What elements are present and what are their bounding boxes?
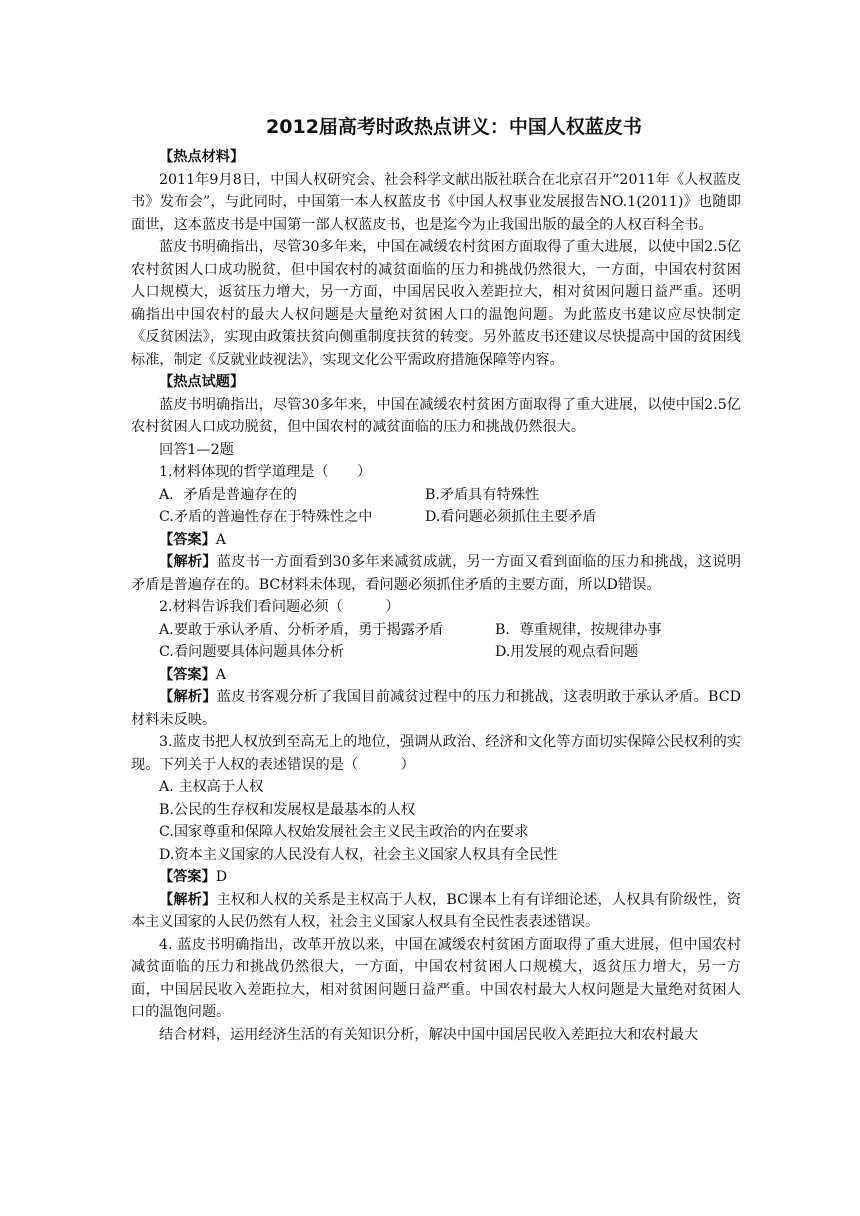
option-a: A. 主权高于人权: [159, 779, 264, 795]
question-2-analysis: 【解析】蓝皮书客观分析了我国目前减贫过程中的压力和挑战，这表明敢于承认矛盾。BCD材料未反映。: [131, 689, 741, 728]
question-1-options-cd: [131, 506, 741, 529]
question-1-analysis: 【解析】蓝皮书一方面看到30多年来减贫成就，另一方面又看到面临的压力和挑战，这说明矛盾是普遍存在的。BC材料未体现，看问题必须抓住矛盾的主要方面，所以D错误。: [131, 554, 741, 593]
option-b: B．尊重规律，按规律办事: [495, 621, 662, 638]
question-2-options-ab: [131, 619, 741, 642]
question-1-answer: 【答案】A: [159, 531, 227, 548]
option-a: A．矛盾是普遍存在的: [159, 486, 297, 503]
question-2-options-cd: [131, 641, 741, 664]
material-paragraph: 2011年9月8日，中国人权研究会、社会科学文献出版社联合在北京召开“2011年《人权蓝皮书》发布会”，与此同时，中国第一本人权蓝皮书《中国人权事业发展报告NO.1(2011)》也随即面世，这本蓝皮书是中国第一部人权蓝皮书，也是迄今为止我国出版的最全的人权百科全书。: [131, 171, 741, 233]
document-body: [131, 112, 741, 1046]
section-heading-material: 【热点材料】: [159, 149, 245, 165]
question-3-answer: 【答案】D: [159, 869, 228, 885]
material-paragraph: 蓝皮书明确指出，尽管30多年来，中国在减缓农村贫困方面取得了重大进展，以使中国2.5亿农村贫困人口成功脱贫，但中国农村的减贫面临的压力和挑战仍然很大，一方面，中国农村贫困人口规模大，返贫压力增大，另一方面，中国居民收入差距拉大，相对贫困问题日益严重。还明确指出中国农村的最大人权问题是大量绝对贫困人口的温饱问题。为此蓝皮书建议应尽快制定《反贫困法》，实现由政策扶贫向侧重制度扶贫的转变。另外蓝皮书还建议尽快提高中国的贫困线标准，制定《反就业歧视法》，实现文化公平需政府措施保障等内容。: [131, 239, 741, 368]
option-d: D.用发展的观点看问题: [495, 644, 639, 660]
option-a: A.要敢于承认矛盾、分析矛盾，勇于揭露矛盾: [159, 621, 444, 638]
option-c: C.看问题要具体问题具体分析: [159, 644, 345, 660]
option-b: B.矛盾具有特殊性: [425, 486, 540, 503]
question-1-options-ab: [131, 484, 741, 507]
option-c: C.国家尊重和保障人权始发展社会主义民主政治的内在要求: [159, 824, 529, 840]
instruction: 回答1—2题: [159, 441, 234, 458]
option-d: D.看问题必须抓住主要矛盾: [425, 509, 597, 525]
document-title: 2012届高考时政热点讲义：中国人权蓝皮书: [266, 116, 642, 138]
section-heading-questions: 【热点试题】: [159, 374, 245, 390]
question-2-answer: 【答案】A: [159, 666, 227, 683]
question-4-task: 结合材料，运用经济生活的有关知识分析，解决中国中国居民收入差距拉大和农村最大: [159, 1026, 699, 1043]
questions-intro: 蓝皮书明确指出，尽管30多年来，中国在减缓农村贫困方面取得了重大进展，以使中国2.5亿农村贫困人口成功脱贫，但中国农村的减贫面临的压力和挑战仍然很大。: [131, 396, 741, 435]
option-c: C.矛盾的普遍性存在于特殊性之中: [159, 509, 373, 525]
question-3-analysis: 【解析】主权和人权的关系是主权高于人权，BC课本上有有详细论述，人权具有阶级性，资本主义国家的人民仍然有人权，社会主义国家人权具有全民性表表述错误。: [131, 891, 741, 930]
question-1-stem: 1.材料体现的哲学道理是（ ）: [159, 464, 372, 480]
option-d: D.资本主义国家的人民没有人权，社会主义国家人权具有全民性: [159, 846, 558, 863]
question-2-stem: 2.材料告诉我们看问题必须（ ）: [159, 599, 400, 615]
question-3-stem: 3.蓝皮书把人权放到至高无上的地位，强调从政治、经济和文化等方面切实保障公民权利的实现。下列关于人权的表述错误的是（ ）: [131, 734, 741, 773]
option-b: B.公民的生存权和发展权是最基本的人权: [159, 801, 416, 818]
question-4-stem: 4. 蓝皮书明确指出，改革开放以来，中国在减缓农村贫困方面取得了重大进展，但中国农村减贫面临的压力和挑战仍然很大，一方面，中国农村贫困人口规模大，返贫压力增大，另一方面，中国居民收入差距拉大，相对贫困问题日益严重。中国农村最大人权问题是大量绝对贫困人口的温饱问题。: [131, 936, 741, 1020]
